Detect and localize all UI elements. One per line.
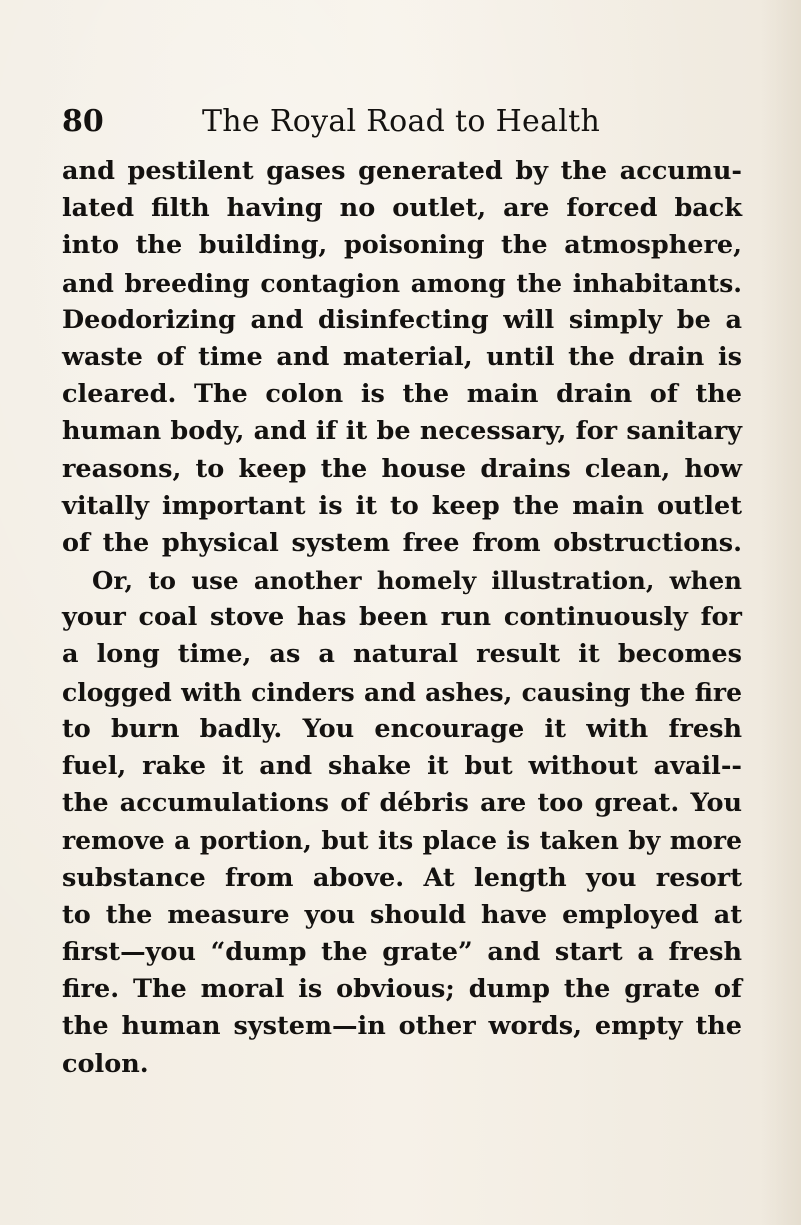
text-line: reasons, to keep the house drains clean, how [62, 453, 742, 484]
text-line: cleared. The colon is the main drain of the [62, 379, 742, 410]
text-line: and breeding contagion among the inhabitants. [62, 268, 742, 298]
text-line-paragraph-start: Or, to use another homely illustration, when [92, 566, 742, 596]
text-line: the accumulations of débris are too great. You [62, 788, 742, 819]
text-line-last: colon. [62, 1048, 149, 1079]
text-line: lated filth having no outlet, are forced back [62, 193, 742, 224]
body-text [62, 153, 742, 1083]
page-number: 80 [62, 104, 104, 139]
text-line: to burn badly. You encourage it with fresh [62, 713, 742, 744]
text-line: to the measure you should have employed at [62, 899, 742, 930]
text-line: the human system—in other words, empty the [62, 1011, 742, 1042]
text-line: first—you “dump the grate” and start a fresh [62, 936, 742, 967]
text-line: of the physical system free from obstructions. [62, 527, 742, 558]
text-line: and pestilent gases generated by the accumu- [62, 156, 742, 186]
text-line: your coal stove has been run continuously for [62, 602, 742, 633]
text-line: a long time, as a natural result it becomes [62, 639, 742, 670]
text-line: remove a portion, but its place is taken by more [62, 826, 742, 856]
page-edge-shadow [761, 0, 801, 1225]
text-line: waste of time and material, until the drain is [62, 341, 742, 372]
text-line: fire. The moral is obvious; dump the grate of [62, 974, 742, 1005]
text-line: Deodorizing and disinfecting will simply be a [62, 304, 742, 335]
text-line: human body, and if it be necessary, for sanitary [62, 416, 742, 447]
text-line: into the building, poisoning the atmosphere, [62, 230, 742, 261]
text-line: substance from above. At length you resort [62, 862, 742, 893]
text-line: vitally important is it to keep the main outlet [62, 490, 742, 521]
text-line: fuel, rake it and shake it but without avail-- [62, 751, 742, 781]
text-line: clogged with cinders and ashes, causing the fire [62, 677, 742, 707]
page-header [62, 98, 742, 146]
running-head: The Royal Road to Health [202, 104, 601, 139]
